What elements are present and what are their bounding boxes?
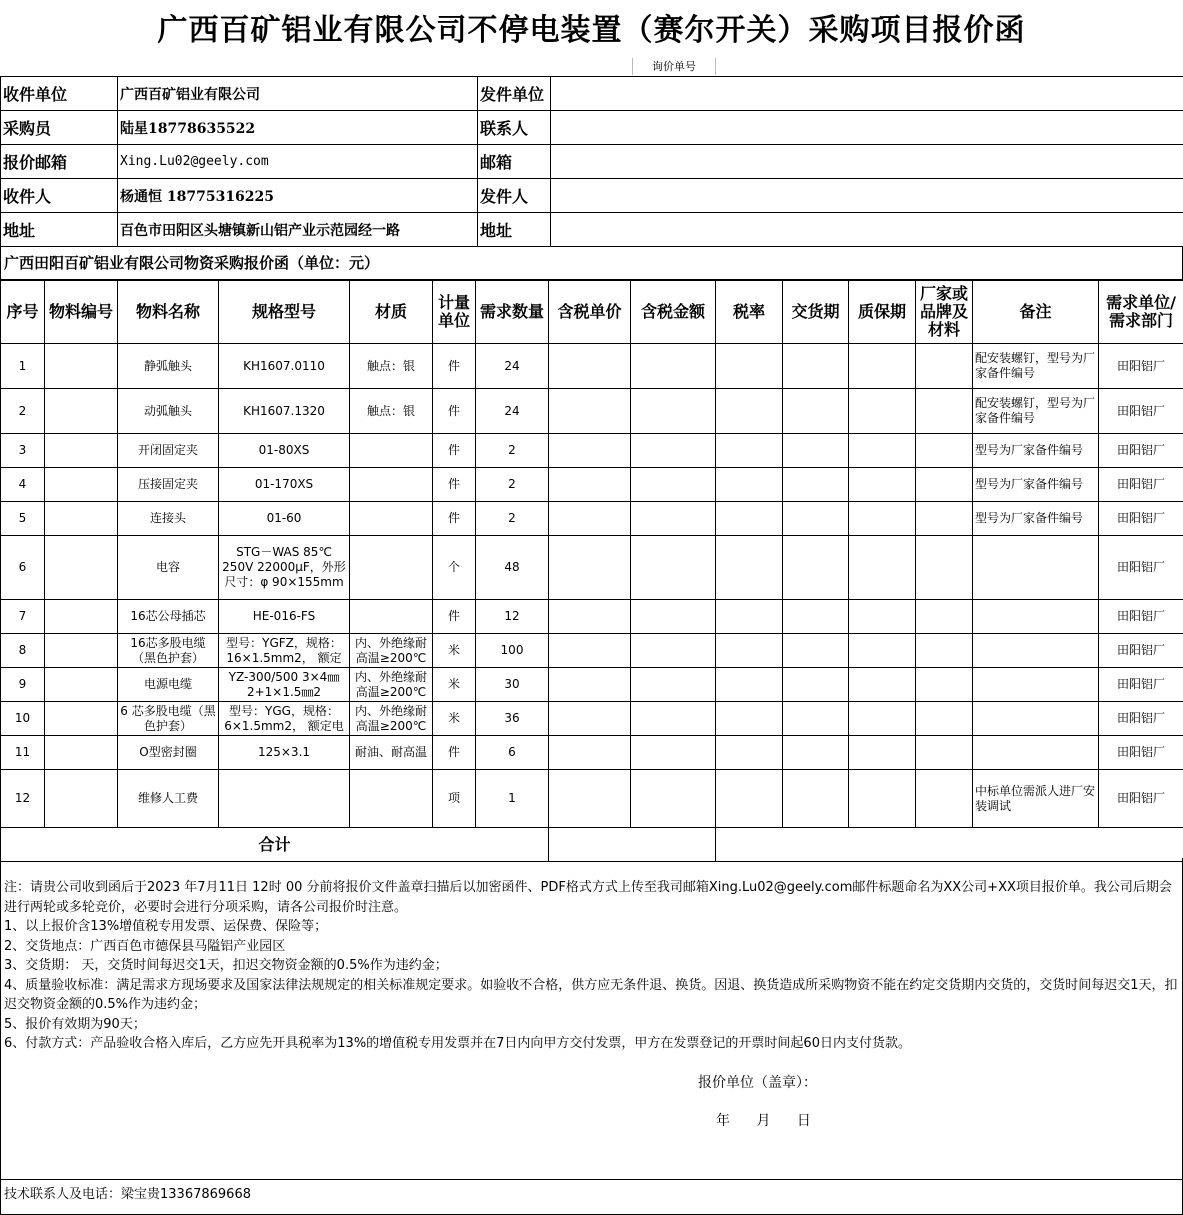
total-row — [1, 828, 1183, 862]
cell-tax[interactable] — [716, 770, 783, 828]
cell-note: 型号为厂家备件编号 — [973, 502, 1099, 536]
cell-material: 触点：银 — [350, 344, 433, 389]
cell-name: 静弧触头 — [118, 344, 219, 389]
cell-price[interactable] — [549, 389, 631, 434]
cell-dept: 田阳铝厂 — [1099, 600, 1183, 634]
cell-code[interactable] — [45, 600, 118, 634]
cell-brand[interactable] — [916, 600, 973, 634]
cell-name: 16芯多股电缆（黑色护套） — [118, 634, 219, 668]
cell-no: 1 — [1, 344, 45, 389]
cell-tax[interactable] — [716, 344, 783, 389]
sender-unit-label: 发件单位 — [478, 77, 551, 111]
cell-dept: 田阳铝厂 — [1099, 536, 1183, 600]
cell-price[interactable] — [549, 702, 631, 736]
cell-material: 内、外绝缘耐高温≥200℃ — [350, 668, 433, 702]
info-table — [0, 76, 1183, 247]
header-price: 含税单价 — [549, 281, 631, 344]
cell-delivery[interactable] — [783, 702, 849, 736]
cell-dept: 田阳铝厂 — [1099, 668, 1183, 702]
cell-brand[interactable] — [916, 736, 973, 770]
note-line: 6、付款方式：产品验收合格入库后，乙方应先开具税率为13%的增值税专用发票并在7日内向甲方交付发票，甲方在发票登记的开票时间起60日内支付货款。 — [4, 1036, 911, 1051]
table-row — [1, 389, 1183, 434]
table-row — [1, 536, 1183, 600]
cell-amount[interactable] — [631, 736, 716, 770]
address2-value[interactable] — [551, 213, 1183, 247]
table-row — [1, 434, 1183, 468]
note-line: 注：请贵公司收到函后于2023 年7月11日 12时 00 分前将报价文件盖章扫描后以加密函件、PDF格式方式上传至我司邮箱Xing.Lu02@geely.com邮件标题命名为XX公司+XX项目报价单。我公司后期会进行两轮或多轮竞价，必要时会进行分项采购，请各公司报价时注意。 — [4, 880, 1172, 915]
cell-tax[interactable] — [716, 434, 783, 468]
cell-spec: 型号：YGFZ，规格：16×1.5mm2， 额定 — [219, 634, 350, 668]
cell-note: 配安装螺钉，型号为厂家备件编号 — [973, 344, 1099, 389]
cell-code[interactable] — [45, 702, 118, 736]
note-line: 4、质量验收标准：满足需求方现场要求及国家法律法规规定的相关标准规定要求。如验收不合格，供方应无条件退、换货。因退、换货造成所采购物资不能在约定交货期内交货的，交货时间每迟交1天，扣迟交物资金额的0.5%作为违约金； — [4, 977, 1178, 1012]
cell-no: 4 — [1, 468, 45, 502]
cell-material: 内、外绝缘耐高温≥200℃ — [350, 634, 433, 668]
cell-tax[interactable] — [716, 702, 783, 736]
cell-name: 6 芯多股电缆（黑色护套） — [118, 702, 219, 736]
cell-price[interactable] — [549, 634, 631, 668]
cell-brand[interactable] — [916, 502, 973, 536]
header-qty: 需求数量 — [476, 281, 549, 344]
page-title: 广西百矿铝业有限公司不停电装置（赛尔开关）采购项目报价函 — [157, 13, 1026, 48]
table-row — [1, 702, 1183, 736]
cell-qty: 48 — [476, 536, 549, 600]
cell-code[interactable] — [45, 668, 118, 702]
cell-warranty[interactable] — [849, 702, 916, 736]
cell-spec: 型号：YGG，规格：6×1.5mm2， 额定电 — [219, 702, 350, 736]
header-unit: 计量单位 — [433, 281, 476, 344]
header-code: 物料编号 — [45, 281, 118, 344]
cell-unit: 米 — [433, 668, 476, 702]
cell-no: 10 — [1, 702, 45, 736]
cell-material — [350, 468, 433, 502]
total-label: 合计 — [1, 828, 549, 862]
cell-unit: 件 — [433, 468, 476, 502]
header-dept: 需求单位/需求部门 — [1099, 281, 1183, 344]
cell-code[interactable] — [45, 389, 118, 434]
cell-qty: 2 — [476, 468, 549, 502]
cell-warranty[interactable] — [849, 634, 916, 668]
inquiry-row — [0, 58, 1183, 75]
cell-no: 8 — [1, 634, 45, 668]
cell-note: 中标单位需派人进厂安装调试 — [973, 770, 1099, 828]
note-line: 1、以上报价含13%增值税专用发票、运保费、保险等； — [4, 919, 328, 934]
cell-amount[interactable] — [631, 502, 716, 536]
cell-no: 2 — [1, 389, 45, 434]
cell-spec: KH1607.0110 — [219, 344, 350, 389]
cell-material: 触点：银 — [350, 389, 433, 434]
cell-material — [350, 434, 433, 468]
cell-unit: 件 — [433, 736, 476, 770]
total-blank — [716, 828, 1183, 862]
cell-note — [973, 600, 1099, 634]
cell-amount[interactable] — [631, 344, 716, 389]
mail-value[interactable] — [551, 145, 1183, 179]
table-row — [1, 468, 1183, 502]
cell-qty: 24 — [476, 389, 549, 434]
cell-amount[interactable] — [631, 536, 716, 600]
cell-material — [350, 536, 433, 600]
cell-name: 维修人工费 — [118, 770, 219, 828]
note-line: 2、交货地点：广西百色市德保县马隘铝产业园区 — [4, 938, 286, 954]
cell-warranty[interactable] — [849, 389, 916, 434]
cell-amount[interactable] — [631, 389, 716, 434]
cell-dept: 田阳铝厂 — [1099, 770, 1183, 828]
cell-name: 开闭固定夹 — [118, 434, 219, 468]
cell-warranty[interactable] — [849, 502, 916, 536]
cell-no: 3 — [1, 434, 45, 468]
cell-code[interactable] — [45, 502, 118, 536]
cell-spec: 125×3.1 — [219, 736, 350, 770]
cell-note — [973, 668, 1099, 702]
sender-label: 发件人 — [478, 179, 551, 213]
cell-note: 型号为厂家备件编号 — [973, 434, 1099, 468]
cell-amount[interactable] — [631, 634, 716, 668]
cell-price[interactable] — [549, 736, 631, 770]
table-row — [1, 770, 1183, 828]
cell-delivery[interactable] — [783, 770, 849, 828]
cell-dept: 田阳铝厂 — [1099, 634, 1183, 668]
table-row — [1, 736, 1183, 770]
cell-note — [973, 634, 1099, 668]
cell-name: 动弧触头 — [118, 389, 219, 434]
cell-note: 型号为厂家备件编号 — [973, 468, 1099, 502]
cell-material — [350, 770, 433, 828]
cell-spec: 01-80XS — [219, 434, 350, 468]
cell-warranty[interactable] — [849, 434, 916, 468]
cell-amount[interactable] — [631, 434, 716, 468]
address2-label: 地址 — [478, 213, 551, 247]
cell-note — [973, 702, 1099, 736]
cell-note — [973, 736, 1099, 770]
cell-price[interactable] — [549, 668, 631, 702]
cell-delivery[interactable] — [783, 634, 849, 668]
cell-unit: 件 — [433, 502, 476, 536]
cell-tax[interactable] — [716, 389, 783, 434]
cell-warranty[interactable] — [849, 536, 916, 600]
header-no: 序号 — [1, 281, 45, 344]
total-amount[interactable] — [549, 828, 716, 862]
cell-spec: YZ-300/500 3×4㎜ 2+1×1.5㎜2 — [219, 668, 350, 702]
cell-note: 配安装螺钉，型号为厂家备件编号 — [973, 389, 1099, 434]
cell-unit: 米 — [433, 702, 476, 736]
cell-brand[interactable] — [916, 668, 973, 702]
cell-spec: 01-60 — [219, 502, 350, 536]
recipient-value: 杨通恒 18775316225 — [118, 179, 478, 213]
cell-no: 6 — [1, 536, 45, 600]
sender-value[interactable] — [551, 179, 1183, 213]
receiver-unit-label: 收件单位 — [1, 77, 118, 111]
table-row — [1, 502, 1183, 536]
buyer-value: 陆星18778635522 — [118, 111, 478, 145]
section-title: 广西田阳百矿铝业有限公司物资采购报价函（单位：元） — [0, 246, 1183, 280]
cell-qty: 36 — [476, 702, 549, 736]
cell-delivery[interactable] — [783, 668, 849, 702]
cell-qty: 24 — [476, 344, 549, 389]
cell-tax[interactable] — [716, 536, 783, 600]
cell-brand[interactable] — [916, 434, 973, 468]
cell-no: 5 — [1, 502, 45, 536]
cell-brand[interactable] — [916, 702, 973, 736]
contact-value[interactable] — [551, 111, 1183, 145]
cell-brand[interactable] — [916, 389, 973, 434]
cell-warranty[interactable] — [849, 344, 916, 389]
cell-code[interactable] — [45, 536, 118, 600]
cell-delivery[interactable] — [783, 468, 849, 502]
cell-tax[interactable] — [716, 736, 783, 770]
cell-amount[interactable] — [631, 702, 716, 736]
note-line: 5、报价有效期为90天； — [4, 1016, 146, 1032]
cell-tax[interactable] — [716, 600, 783, 634]
header-warranty: 质保期 — [849, 281, 916, 344]
notes-section — [0, 858, 1183, 1180]
header-brand: 厂家或品牌及材料 — [916, 281, 973, 344]
cell-material — [350, 502, 433, 536]
cell-no: 11 — [1, 736, 45, 770]
cell-price[interactable] — [549, 502, 631, 536]
table-row — [1, 668, 1183, 702]
address-label: 地址 — [1, 213, 118, 247]
cell-no: 9 — [1, 668, 45, 702]
cell-qty: 12 — [476, 600, 549, 634]
cell-name: 电源电缆 — [118, 668, 219, 702]
cell-spec: STG－WAS 85℃ 250V 22000μF，外形尺寸：φ 90×155mm — [219, 536, 350, 600]
cell-delivery[interactable] — [783, 600, 849, 634]
cell-brand[interactable] — [916, 536, 973, 600]
cell-dept: 田阳铝厂 — [1099, 344, 1183, 389]
header-note: 备注 — [973, 281, 1099, 344]
cell-price[interactable] — [549, 770, 631, 828]
cell-amount[interactable] — [631, 468, 716, 502]
cell-material: 内、外绝缘耐高温≥200℃ — [350, 702, 433, 736]
cell-unit: 米 — [433, 634, 476, 668]
cell-warranty[interactable] — [849, 600, 916, 634]
cell-delivery[interactable] — [783, 736, 849, 770]
items-table — [0, 280, 1183, 862]
cell-qty: 2 — [476, 502, 549, 536]
cell-amount[interactable] — [631, 668, 716, 702]
cell-warranty[interactable] — [849, 668, 916, 702]
cell-qty: 6 — [476, 736, 549, 770]
cell-spec — [219, 770, 350, 828]
cell-tax[interactable] — [716, 502, 783, 536]
cell-code[interactable] — [45, 634, 118, 668]
cell-price[interactable] — [549, 600, 631, 634]
cell-delivery[interactable] — [783, 434, 849, 468]
cell-note — [973, 536, 1099, 600]
table-row — [1, 634, 1183, 668]
cell-delivery[interactable] — [783, 344, 849, 389]
tech-contact: 技术联系人及电话：梁宝贵13367869668 — [0, 1180, 1183, 1215]
table-row — [1, 600, 1183, 634]
sender-unit-value[interactable] — [551, 77, 1183, 111]
cell-warranty[interactable] — [849, 468, 916, 502]
cell-unit: 项 — [433, 770, 476, 828]
header-spec: 规格型号 — [219, 281, 350, 344]
cell-unit: 件 — [433, 600, 476, 634]
cell-spec: HE-016-FS — [219, 600, 350, 634]
cell-name: 16芯公母插芯 — [118, 600, 219, 634]
cell-unit: 件 — [433, 434, 476, 468]
cell-name: 连接头 — [118, 502, 219, 536]
header-delivery: 交货期 — [783, 281, 849, 344]
cell-qty: 2 — [476, 434, 549, 468]
header-amount: 含税金额 — [631, 281, 716, 344]
cell-no: 7 — [1, 600, 45, 634]
cell-tax[interactable] — [716, 668, 783, 702]
email-label: 报价邮箱 — [1, 145, 118, 179]
quote-unit-seal: 报价单位（盖章）： — [698, 1075, 817, 1091]
cell-brand[interactable] — [916, 770, 973, 828]
cell-spec: KH1607.1320 — [219, 389, 350, 434]
cell-qty: 100 — [476, 634, 549, 668]
cell-price[interactable] — [549, 536, 631, 600]
cell-code[interactable] — [45, 770, 118, 828]
cell-delivery[interactable] — [783, 502, 849, 536]
cell-spec: 01-170XS — [219, 468, 350, 502]
note-line: 3、交货期： 天，交货时间每迟交1天，扣迟交物资金额的0.5%作为违约金； — [4, 958, 448, 973]
mail-label: 邮箱 — [478, 145, 551, 179]
cell-no: 12 — [1, 770, 45, 828]
receiver-unit-value: 广西百矿铝业有限公司 — [118, 77, 478, 111]
cell-dept: 田阳铝厂 — [1099, 736, 1183, 770]
cell-warranty[interactable] — [849, 736, 916, 770]
cell-brand[interactable] — [916, 468, 973, 502]
cell-code[interactable] — [45, 468, 118, 502]
cell-dept: 田阳铝厂 — [1099, 434, 1183, 468]
cell-unit: 件 — [433, 389, 476, 434]
cell-code[interactable] — [45, 344, 118, 389]
cell-warranty[interactable] — [849, 770, 916, 828]
cell-price[interactable] — [549, 434, 631, 468]
cell-name: 压接固定夹 — [118, 468, 219, 502]
cell-name: O型密封圈 — [118, 736, 219, 770]
cell-dept: 田阳铝厂 — [1099, 389, 1183, 434]
cell-brand[interactable] — [916, 344, 973, 389]
cell-dept: 田阳铝厂 — [1099, 702, 1183, 736]
sign-date: 年 月 日 — [716, 1113, 811, 1129]
cell-tax[interactable] — [716, 634, 783, 668]
cell-price[interactable] — [549, 468, 631, 502]
header-name: 物料名称 — [118, 281, 219, 344]
cell-price[interactable] — [549, 344, 631, 389]
cell-unit: 件 — [433, 344, 476, 389]
cell-tax[interactable] — [716, 468, 783, 502]
cell-dept: 田阳铝厂 — [1099, 502, 1183, 536]
cell-amount[interactable] — [631, 770, 716, 828]
cell-material: 耐油、耐高温 — [350, 736, 433, 770]
cell-unit: 个 — [433, 536, 476, 600]
cell-code[interactable] — [45, 434, 118, 468]
cell-amount[interactable] — [631, 600, 716, 634]
contact-label: 联系人 — [478, 111, 551, 145]
recipient-label: 收件人 — [1, 179, 118, 213]
header-tax: 税率 — [716, 281, 783, 344]
buyer-label: 采购员 — [1, 111, 118, 145]
cell-name: 电容 — [118, 536, 219, 600]
cell-qty: 1 — [476, 770, 549, 828]
address-value: 百色市田阳区头塘镇新山铝产业示范园经一路 — [118, 213, 478, 247]
inquiry-number-label: 询价单号 — [632, 58, 716, 75]
cell-dept: 田阳铝厂 — [1099, 468, 1183, 502]
header-material: 材质 — [350, 281, 433, 344]
cell-code[interactable] — [45, 736, 118, 770]
cell-delivery[interactable] — [783, 536, 849, 600]
cell-material — [350, 600, 433, 634]
cell-brand[interactable] — [916, 634, 973, 668]
table-row — [1, 344, 1183, 389]
cell-delivery[interactable] — [783, 389, 849, 434]
email-value: Xing.Lu02@geely.com — [118, 145, 478, 179]
cell-qty: 30 — [476, 668, 549, 702]
